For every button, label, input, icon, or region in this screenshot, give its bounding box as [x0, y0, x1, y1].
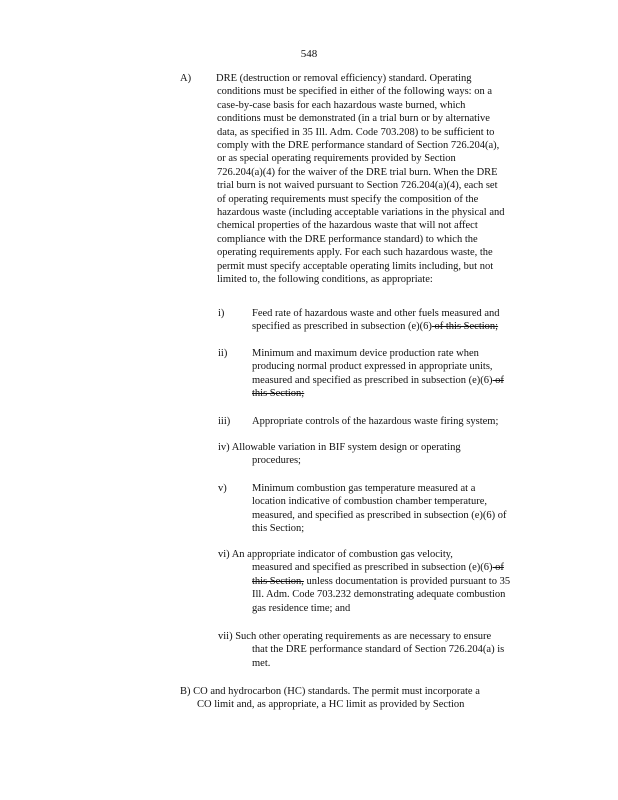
item-i-line-2-text: specified as prescribed in subsection (e)(6)	[252, 321, 432, 333]
item-ii-line-3-text: measured and specified as prescribed in subsection (e)(6)	[252, 374, 493, 386]
item-v-line-3: measured, and specified as prescribed in subsection (e)(6) of	[252, 509, 507, 521]
item-ii-line-3	[252, 374, 542, 387]
item-vi-line-1-text: An appropriate indicator of combustion gas velocity,	[231, 549, 453, 560]
item-vi-line-3	[218, 575, 544, 588]
item-v-text	[252, 482, 542, 536]
section-a-line: conditions must be specified in either of the following ways: on a	[217, 86, 492, 98]
item-iv-line-2: procedures;	[252, 455, 301, 467]
item-ii-label: ii)	[218, 348, 228, 359]
section-a-text	[216, 72, 538, 287]
item-vi-text	[218, 548, 544, 615]
section-a-line: of operating requirements must specify the composition of the	[217, 193, 479, 205]
item-i-text	[252, 307, 542, 334]
item-vii-label: vii)	[218, 631, 233, 642]
item-iii-text	[252, 415, 542, 428]
item-vi-line-4: Ill. Adm. Code 703.232 demonstrating adequate combustion	[252, 589, 506, 601]
item-vi-label: vi)	[218, 549, 230, 560]
item-vi-struck-text-2: this Section,	[252, 575, 304, 587]
section-a-line: compliance with the DRE performance standard) to which the	[217, 233, 478, 245]
section-a-line: 726.204(a)(4) for the waiver of the DRE trial burn. When the DRE	[217, 166, 498, 178]
item-vii-line-2: that the DRE performance standard of Section 726.204(a) is	[252, 644, 505, 656]
item-v-line-1: Minimum combustion gas temperature measured at a	[252, 483, 476, 494]
section-a-line: DRE (destruction or removal efficiency) standard. Operating	[216, 73, 472, 84]
page-number: 548	[300, 48, 318, 60]
item-i-struck-text: of this Section;	[431, 321, 499, 333]
section-b-text	[180, 685, 542, 712]
item-i-line-1: Feed rate of hazardous waste and other fuels measured and	[252, 308, 500, 319]
item-vii-line-3: met.	[252, 657, 271, 669]
item-ii-line-2: producing normal product expressed in appropriate units,	[252, 361, 493, 373]
item-vi-struck-text-1: of	[492, 562, 504, 574]
item-iv-text	[218, 441, 542, 468]
item-v-line-4: this Section;	[252, 523, 305, 535]
item-vii-line-1-text: Such other operating requirements as are necessary to ensure	[235, 631, 492, 642]
section-b-line-1	[180, 685, 542, 698]
item-vii-text	[218, 630, 544, 670]
section-a-label: A)	[180, 73, 192, 84]
item-ii-line-1: Minimum and maximum device production rate when	[252, 348, 479, 359]
item-vii-line-1	[218, 630, 544, 643]
item-vi-line-5: gas residence time; and	[252, 602, 351, 614]
item-iv-label: iv)	[218, 442, 230, 453]
item-iii-line-1: Appropriate controls of the hazardous waste firing system;	[252, 416, 499, 427]
section-a-line: permit must specify acceptable operating limits including, but not	[217, 260, 494, 272]
section-a-line: operating requirements apply. For each such hazardous waste, the	[217, 247, 493, 259]
section-a-line: case-by-case basis for each hazardous waste burned, which	[217, 99, 466, 111]
item-vi-line-2	[218, 561, 544, 574]
item-ii-struck-text-1: of	[492, 374, 504, 386]
section-a-line: data, as specified in 35 Ill. Adm. Code 703.208) to be sufficient to	[217, 126, 495, 138]
item-v-line-2: location indicative of combustion chamber temperature,	[252, 496, 487, 508]
item-i-line-2	[252, 320, 542, 333]
item-vi-line-2-text: measured and specified as prescribed in subsection (e)(6)	[252, 562, 493, 574]
section-a-line: limited to, the following conditions, as appropriate:	[217, 274, 433, 286]
item-i-label: i)	[218, 308, 225, 319]
item-ii-text	[252, 347, 542, 401]
section-a-line: hazardous waste (including acceptable variations in the physical and	[217, 207, 505, 219]
section-b-line-1-text: CO and hydrocarbon (HC) standards. The permit must incorporate a	[193, 686, 480, 697]
item-ii-struck-text-2: this Section;	[252, 388, 305, 400]
item-iv-line-1-text: Allowable variation in BIF system design or operating	[231, 442, 461, 453]
item-iii-label: iii)	[218, 416, 231, 427]
section-a-line: or as special operating requirements provided by Section	[217, 153, 456, 165]
item-v-label: v)	[218, 483, 227, 494]
section-b-label: B)	[180, 686, 191, 697]
section-a-line: chemical properties of the hazardous waste that will not affect	[217, 220, 478, 232]
item-iv-line-1	[218, 441, 542, 454]
section-b-line-2: CO limit and, as appropriate, a HC limit as provided by Section	[197, 699, 465, 711]
item-vi-line-1	[218, 548, 544, 561]
section-a-line: trial burn is not waived pursuant to Section 726.204(a)(4), each set	[217, 180, 498, 192]
item-vi-line-3-text: unless documentation is provided pursuant to 35	[303, 575, 511, 587]
section-a-line: conditions must be demonstrated (in a trial burn or by alternative	[217, 113, 490, 125]
section-a-line: comply with the DRE performance standard of Section 726.204(a),	[217, 140, 500, 152]
